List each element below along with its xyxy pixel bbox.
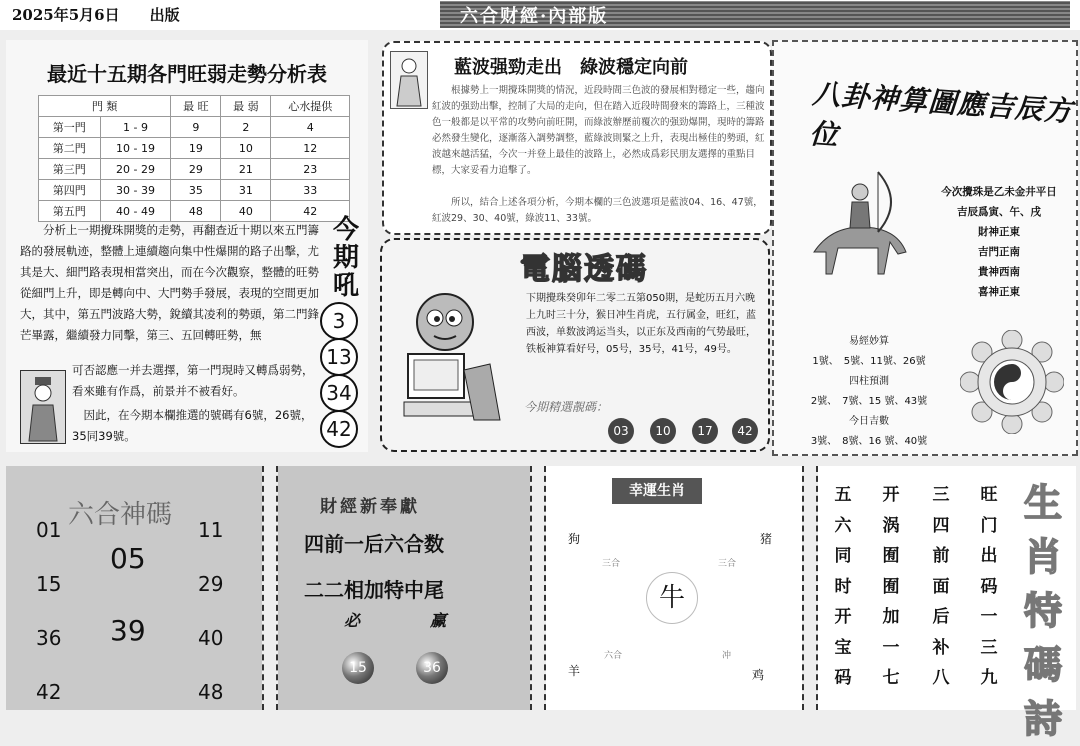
selected-number: 42 (732, 418, 758, 444)
zodiac-poem-panel (818, 466, 1076, 741)
trend-title: 最近十五期各門旺弱走勢分析表 (47, 62, 327, 86)
noble-god: 貴神西南 (978, 266, 1020, 278)
code-number: 48 (198, 680, 224, 704)
sanhe-left: 三合 (602, 559, 621, 569)
bagua-panel (772, 40, 1078, 456)
poem-side-title: 生肖特碼詩 (1023, 480, 1062, 741)
picks-title: 今期吼 (332, 215, 359, 301)
figure-illustration (20, 370, 66, 444)
zodiac-pig: 猪 (760, 532, 773, 546)
selected-number: 10 (650, 418, 676, 444)
code-number: 15 (36, 572, 62, 596)
zodiac-sheep: 羊 (568, 664, 581, 678)
selected-numbers-label: 今期精選靚碼： (524, 400, 609, 414)
zodiac-dog: 狗 (568, 532, 581, 546)
issue-date: 2025年5月6日 出版 (12, 6, 180, 24)
computer-code-title: 電腦透碼 (520, 252, 648, 287)
pick-number: 13 (320, 338, 358, 376)
door-cell: 第五門 (39, 201, 101, 222)
liuhe-label: 六合 (604, 651, 623, 661)
analysis-conclusion: 因此，在今期本欄推選的號碼有6號，26號，35同39號。 (72, 408, 313, 443)
yijing-title: 易經妙算 (849, 336, 889, 347)
pick-number: 34 (320, 374, 358, 412)
poem-column-3: 三四前面后补八 (932, 485, 950, 688)
offer-line-1: 四前一后六合数 (304, 532, 444, 556)
wealth-god: 財神正東 (978, 226, 1020, 238)
code-number: 01 (36, 518, 62, 542)
selected-number: 17 (692, 418, 718, 444)
code-number: 36 (36, 626, 62, 650)
pick-number: 3 (320, 302, 358, 340)
range-cell: 20 - 29 (100, 159, 171, 180)
table-row (39, 138, 350, 159)
poem-column-4: 旺门出码一三九 (980, 485, 998, 688)
least-cell: 40 (221, 201, 271, 222)
finance-offer-panel (278, 466, 530, 710)
trend-analysis-panel (6, 40, 368, 452)
door-cell: 第二門 (39, 138, 101, 159)
lucky-ball: 36 (416, 652, 448, 684)
yijing-numbers: 1號、 5號、11號、26號 (812, 356, 926, 367)
most-cell: 9 (171, 117, 221, 138)
door-cell: 第四門 (39, 180, 101, 201)
code-number-main: 39 (110, 614, 146, 647)
analysis-text: 分析上一期攪珠開獎的走勢，再翻查近十期以來五門籌路的發展軌迹，整體上連續趨向集中性爆開的路子出擊，尤其是大、細門路表現相當突出，而在今次觀察，整體的旺勢從細門上升，即是轉向中、大門勢手發展，表現的空間更加大，其中，第五門波路大勢，銳續其凌利的勢頭，第二門鋒芒畢露，繼續發力同擊，第三、五回轉旺勢，無 (20, 223, 319, 342)
divider (530, 466, 546, 710)
table-row (39, 117, 350, 138)
lucky-zodiac-panel (546, 466, 802, 710)
divider (802, 466, 818, 710)
wave-title: 藍波强勁走出 綠波穩定向前 (454, 57, 688, 78)
win-label: 赢 (430, 611, 447, 630)
horse-archer-icon (794, 162, 924, 282)
auspicious-info (924, 182, 1074, 302)
analysis-text-2: 可否認應一并去選擇，第一門現時又轉爲弱勢，看來雖有作爲，前景并不被看好。 (72, 363, 314, 398)
liuhe-code-panel (6, 466, 262, 710)
wave-illustration (390, 51, 428, 109)
joy-god: 喜神正東 (978, 286, 1020, 298)
lucky-zodiac-title: 幸運生肖 (612, 478, 702, 504)
lucky-ball: 15 (342, 652, 374, 684)
code-number: 29 (198, 572, 224, 596)
computer-code-text: 下期攪珠癸卯年二零二五第050期，是蛇历五月六晚上九时三十分，猴日冲生肖虎，五行属金，旺红，蓝西波，单数波鸿运当头，以正东及西南的气势最旺，铁板神算看好号，05号，35号，41号，49号。 (526, 293, 756, 355)
header-door: 門 類 (39, 96, 171, 117)
code-number-main: 05 (110, 542, 146, 575)
most-cell: 19 (171, 138, 221, 159)
sanhe-right: 三合 (718, 559, 737, 569)
tip-cell: 33 (271, 180, 350, 201)
jinri-title: 今日吉數 (849, 416, 889, 427)
code-number: 42 (36, 680, 62, 704)
header-least: 最 弱 (221, 96, 271, 117)
tip-cell: 4 (271, 117, 350, 138)
sizhu-title: 四柱預測 (849, 376, 889, 387)
least-cell: 31 (221, 180, 271, 201)
code-number: 40 (198, 626, 224, 650)
table-header-row (39, 96, 350, 117)
tip-cell: 23 (271, 159, 350, 180)
prediction-list (794, 332, 944, 452)
most-cell: 48 (171, 201, 221, 222)
jinri-numbers: 3號、 8號、16 號、40號 (810, 436, 928, 447)
top-bar (0, 0, 1080, 30)
tip-cell: 12 (271, 138, 350, 159)
least-cell: 10 (221, 138, 271, 159)
range-cell: 30 - 39 (100, 180, 171, 201)
chong-label: 冲 (722, 651, 732, 661)
table-row (39, 159, 350, 180)
wave-conclusion: 所以，結合上述各項分析，今期本欄的三色波選項是藍波04、16、47號，紅波29、30、40號，綠波11、33號。 (432, 197, 763, 224)
poem-column-1: 五六同时开宝码 (834, 485, 852, 688)
must-label: 必 (344, 611, 361, 630)
robot-computer-icon (390, 280, 520, 430)
divider (262, 466, 278, 710)
zodiac-ox: 牛 (646, 572, 698, 624)
table-row (39, 201, 350, 222)
bagua-title: 八卦神算圖應吉辰方位 (808, 76, 1075, 152)
most-cell: 29 (171, 159, 221, 180)
header-most: 最 旺 (171, 96, 221, 117)
banner-title: 六合财經·內部版 (460, 6, 609, 27)
computer-code-panel (380, 238, 770, 452)
lucky-hours: 吉辰爲寅、午、戌 (957, 206, 1041, 218)
wave-text: 根據勢上一期攪珠開獎的情況，近段時間三色波的發展相對穩定一些，趨向紅波的强勁出擊，控制了大局的走向，但在踏入近段時間發來的籌路上，三種波色一般都是以平常的攻勢向前旺開，而綠波辦歷前覆次的强勁爆開，現時的籌路必然發生變化，逐漸落入調勢調整，藍綠波則緊之上升，表現出極佳的勢頭，紅波越來越活猛，今次一并登上最佳的波路上，必然成爲彩民朋友選擇的重點目標，大家妥看力追擊了。 (432, 85, 765, 176)
tip-cell: 42 (271, 201, 350, 222)
least-cell: 21 (221, 159, 271, 180)
door-cell: 第三門 (39, 159, 101, 180)
code-number: 11 (198, 518, 224, 542)
trend-table (38, 95, 350, 222)
pick-number: 42 (320, 410, 358, 448)
range-cell: 1 - 9 (100, 117, 171, 138)
finance-offer-title: 財經新奉獻 (320, 497, 420, 517)
door-cell: 第一門 (39, 117, 101, 138)
sizhu-numbers: 2號、 7號、15 號、43號 (810, 396, 928, 407)
table-row (39, 180, 350, 201)
range-cell: 40 - 49 (100, 201, 171, 222)
wave-analysis-panel (382, 41, 772, 235)
range-cell: 10 - 19 (100, 138, 171, 159)
liuhe-code-title: 六合神碼 (68, 500, 173, 530)
most-cell: 35 (171, 180, 221, 201)
selected-number: 03 (608, 418, 634, 444)
bagua-icon (960, 330, 1064, 434)
draw-day: 今次攪珠是乙未金井平日 (941, 186, 1057, 198)
lucky-gate: 吉門正南 (978, 246, 1020, 258)
header-tip: 心水提供 (271, 96, 350, 117)
offer-line-2: 二二相加特中尾 (304, 578, 444, 602)
zodiac-rooster: 鸡 (752, 668, 765, 682)
poem-column-2: 开涡囿囿加一七 (882, 485, 900, 688)
least-cell: 2 (221, 117, 271, 138)
